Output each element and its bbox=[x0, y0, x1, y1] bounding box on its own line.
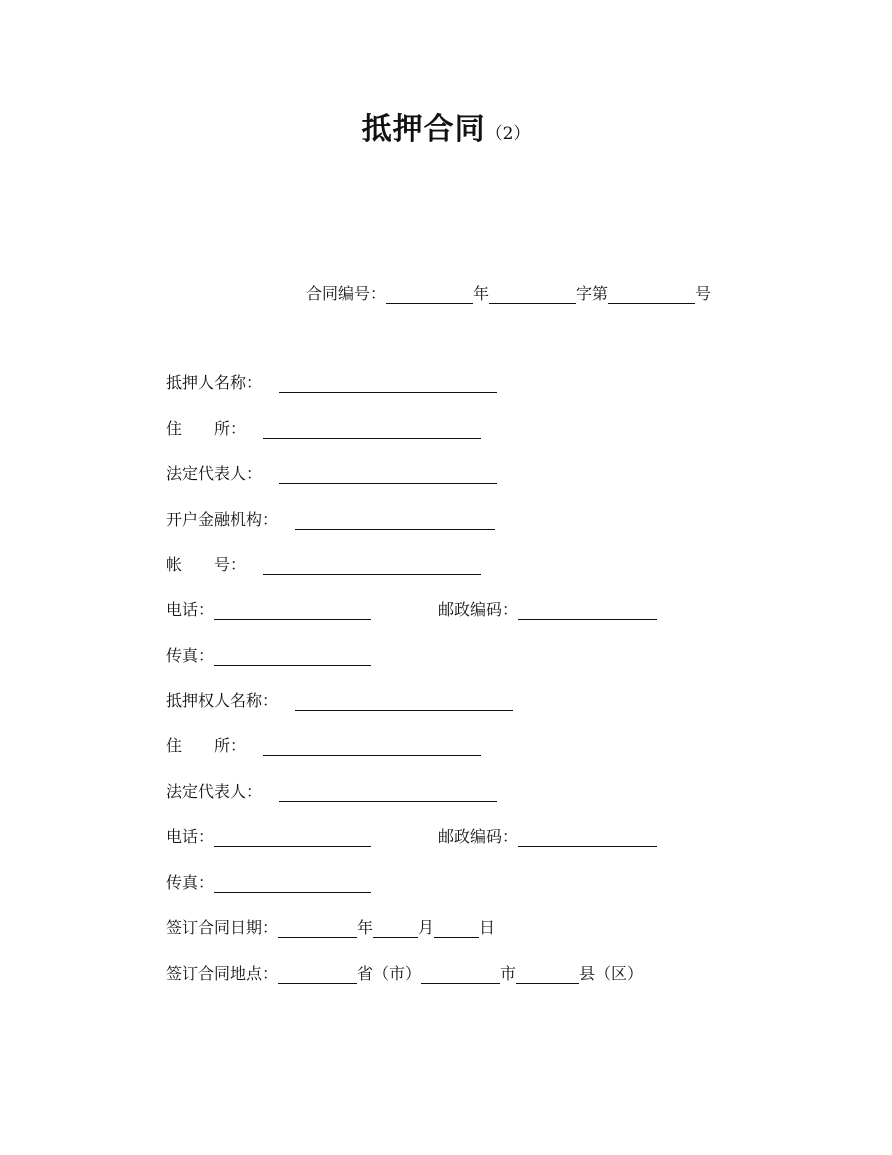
mortgagee-phone-group bbox=[166, 824, 438, 847]
contract-number-zi: 字第 bbox=[576, 284, 609, 303]
sign-date-year: 年 bbox=[357, 918, 374, 937]
mortgagor-phone-group bbox=[166, 597, 438, 620]
mortgagee-name-row bbox=[166, 689, 513, 711]
mortgagee-fax-row bbox=[166, 871, 371, 893]
mortgagee-postcode-label: 邮政编码： bbox=[438, 827, 519, 846]
mortgagee-name-label: 抵押权人名称： bbox=[166, 691, 279, 710]
mortgagor-account-blank[interactable] bbox=[263, 556, 481, 575]
mortgagor-name-blank[interactable] bbox=[279, 374, 497, 393]
contract-number-blank-1[interactable] bbox=[386, 285, 473, 304]
mortgagor-address-label: 住 所： bbox=[166, 419, 247, 438]
contract-number-year: 年 bbox=[473, 284, 490, 303]
title-main: 抵押合同 bbox=[361, 112, 486, 147]
mortgagor-legal-rep-label: 法定代表人： bbox=[166, 464, 263, 483]
mortgagor-bank-label: 开户金融机构： bbox=[166, 510, 279, 529]
sign-place-province-blank[interactable] bbox=[278, 965, 357, 984]
sign-date-row bbox=[166, 916, 495, 938]
sign-place-city-blank[interactable] bbox=[421, 965, 500, 984]
contract-number-label: 合同编号： bbox=[306, 284, 387, 303]
mortgagee-phone-label: 电话： bbox=[166, 827, 215, 846]
title-sub: （2） bbox=[485, 124, 531, 144]
mortgagor-fax-label: 传真： bbox=[166, 646, 215, 665]
mortgagor-fax-blank[interactable] bbox=[214, 647, 371, 666]
mortgagor-bank-row bbox=[166, 508, 495, 530]
mortgagor-postcode-label: 邮政编码： bbox=[438, 600, 519, 619]
contract-number-blank-2[interactable] bbox=[489, 285, 576, 304]
mortgagee-address-row bbox=[166, 734, 481, 756]
sign-date-day-blank[interactable] bbox=[434, 919, 479, 938]
mortgagee-legal-rep-blank[interactable] bbox=[279, 783, 497, 802]
mortgagor-fax-row bbox=[166, 644, 371, 666]
sign-place-county-blank[interactable] bbox=[516, 965, 579, 984]
mortgagor-name-row bbox=[166, 371, 497, 393]
sign-date-year-blank[interactable] bbox=[278, 919, 357, 938]
contract-number-hao: 号 bbox=[695, 284, 712, 303]
document-title bbox=[0, 104, 892, 148]
mortgagee-legal-rep-label: 法定代表人： bbox=[166, 782, 263, 801]
sign-date-month-blank[interactable] bbox=[373, 919, 418, 938]
mortgagor-account-row bbox=[166, 553, 481, 575]
mortgagor-legal-rep-blank[interactable] bbox=[279, 465, 497, 484]
mortgagee-phone-blank[interactable] bbox=[214, 828, 371, 847]
mortgagor-account-label: 帐 号： bbox=[166, 555, 247, 574]
mortgagor-name-label: 抵押人名称： bbox=[166, 373, 263, 392]
mortgagor-address-row bbox=[166, 417, 481, 439]
sign-place-label: 签订合同地点： bbox=[166, 964, 279, 983]
mortgagee-address-label: 住 所： bbox=[166, 736, 247, 755]
mortgagee-fax-label: 传真： bbox=[166, 873, 215, 892]
sign-date-month: 月 bbox=[418, 918, 435, 937]
mortgagor-phone-row bbox=[166, 598, 657, 620]
mortgagee-name-blank[interactable] bbox=[295, 692, 513, 711]
sign-place-county: 县（区） bbox=[579, 964, 644, 983]
mortgagor-phone-blank[interactable] bbox=[214, 601, 371, 620]
sign-date-label: 签订合同日期： bbox=[166, 918, 279, 937]
sign-place-city: 市 bbox=[500, 964, 517, 983]
mortgagee-postcode-blank[interactable] bbox=[518, 828, 657, 847]
sign-place-province: 省（市） bbox=[357, 964, 422, 983]
mortgagor-bank-blank[interactable] bbox=[295, 511, 495, 530]
mortgagee-legal-rep-row bbox=[166, 780, 497, 802]
sign-place-row bbox=[166, 962, 643, 984]
mortgagee-address-blank[interactable] bbox=[263, 737, 481, 756]
contract-number-row bbox=[306, 281, 711, 304]
mortgagee-phone-row bbox=[166, 825, 657, 847]
mortgagor-legal-rep-row bbox=[166, 462, 497, 484]
mortgagor-address-blank[interactable] bbox=[263, 420, 481, 439]
mortgagor-phone-label: 电话： bbox=[166, 600, 215, 619]
mortgagor-postcode-blank[interactable] bbox=[518, 601, 657, 620]
contract-number-blank-3[interactable] bbox=[608, 285, 695, 304]
sign-date-day: 日 bbox=[479, 918, 496, 937]
mortgagee-fax-blank[interactable] bbox=[214, 874, 371, 893]
